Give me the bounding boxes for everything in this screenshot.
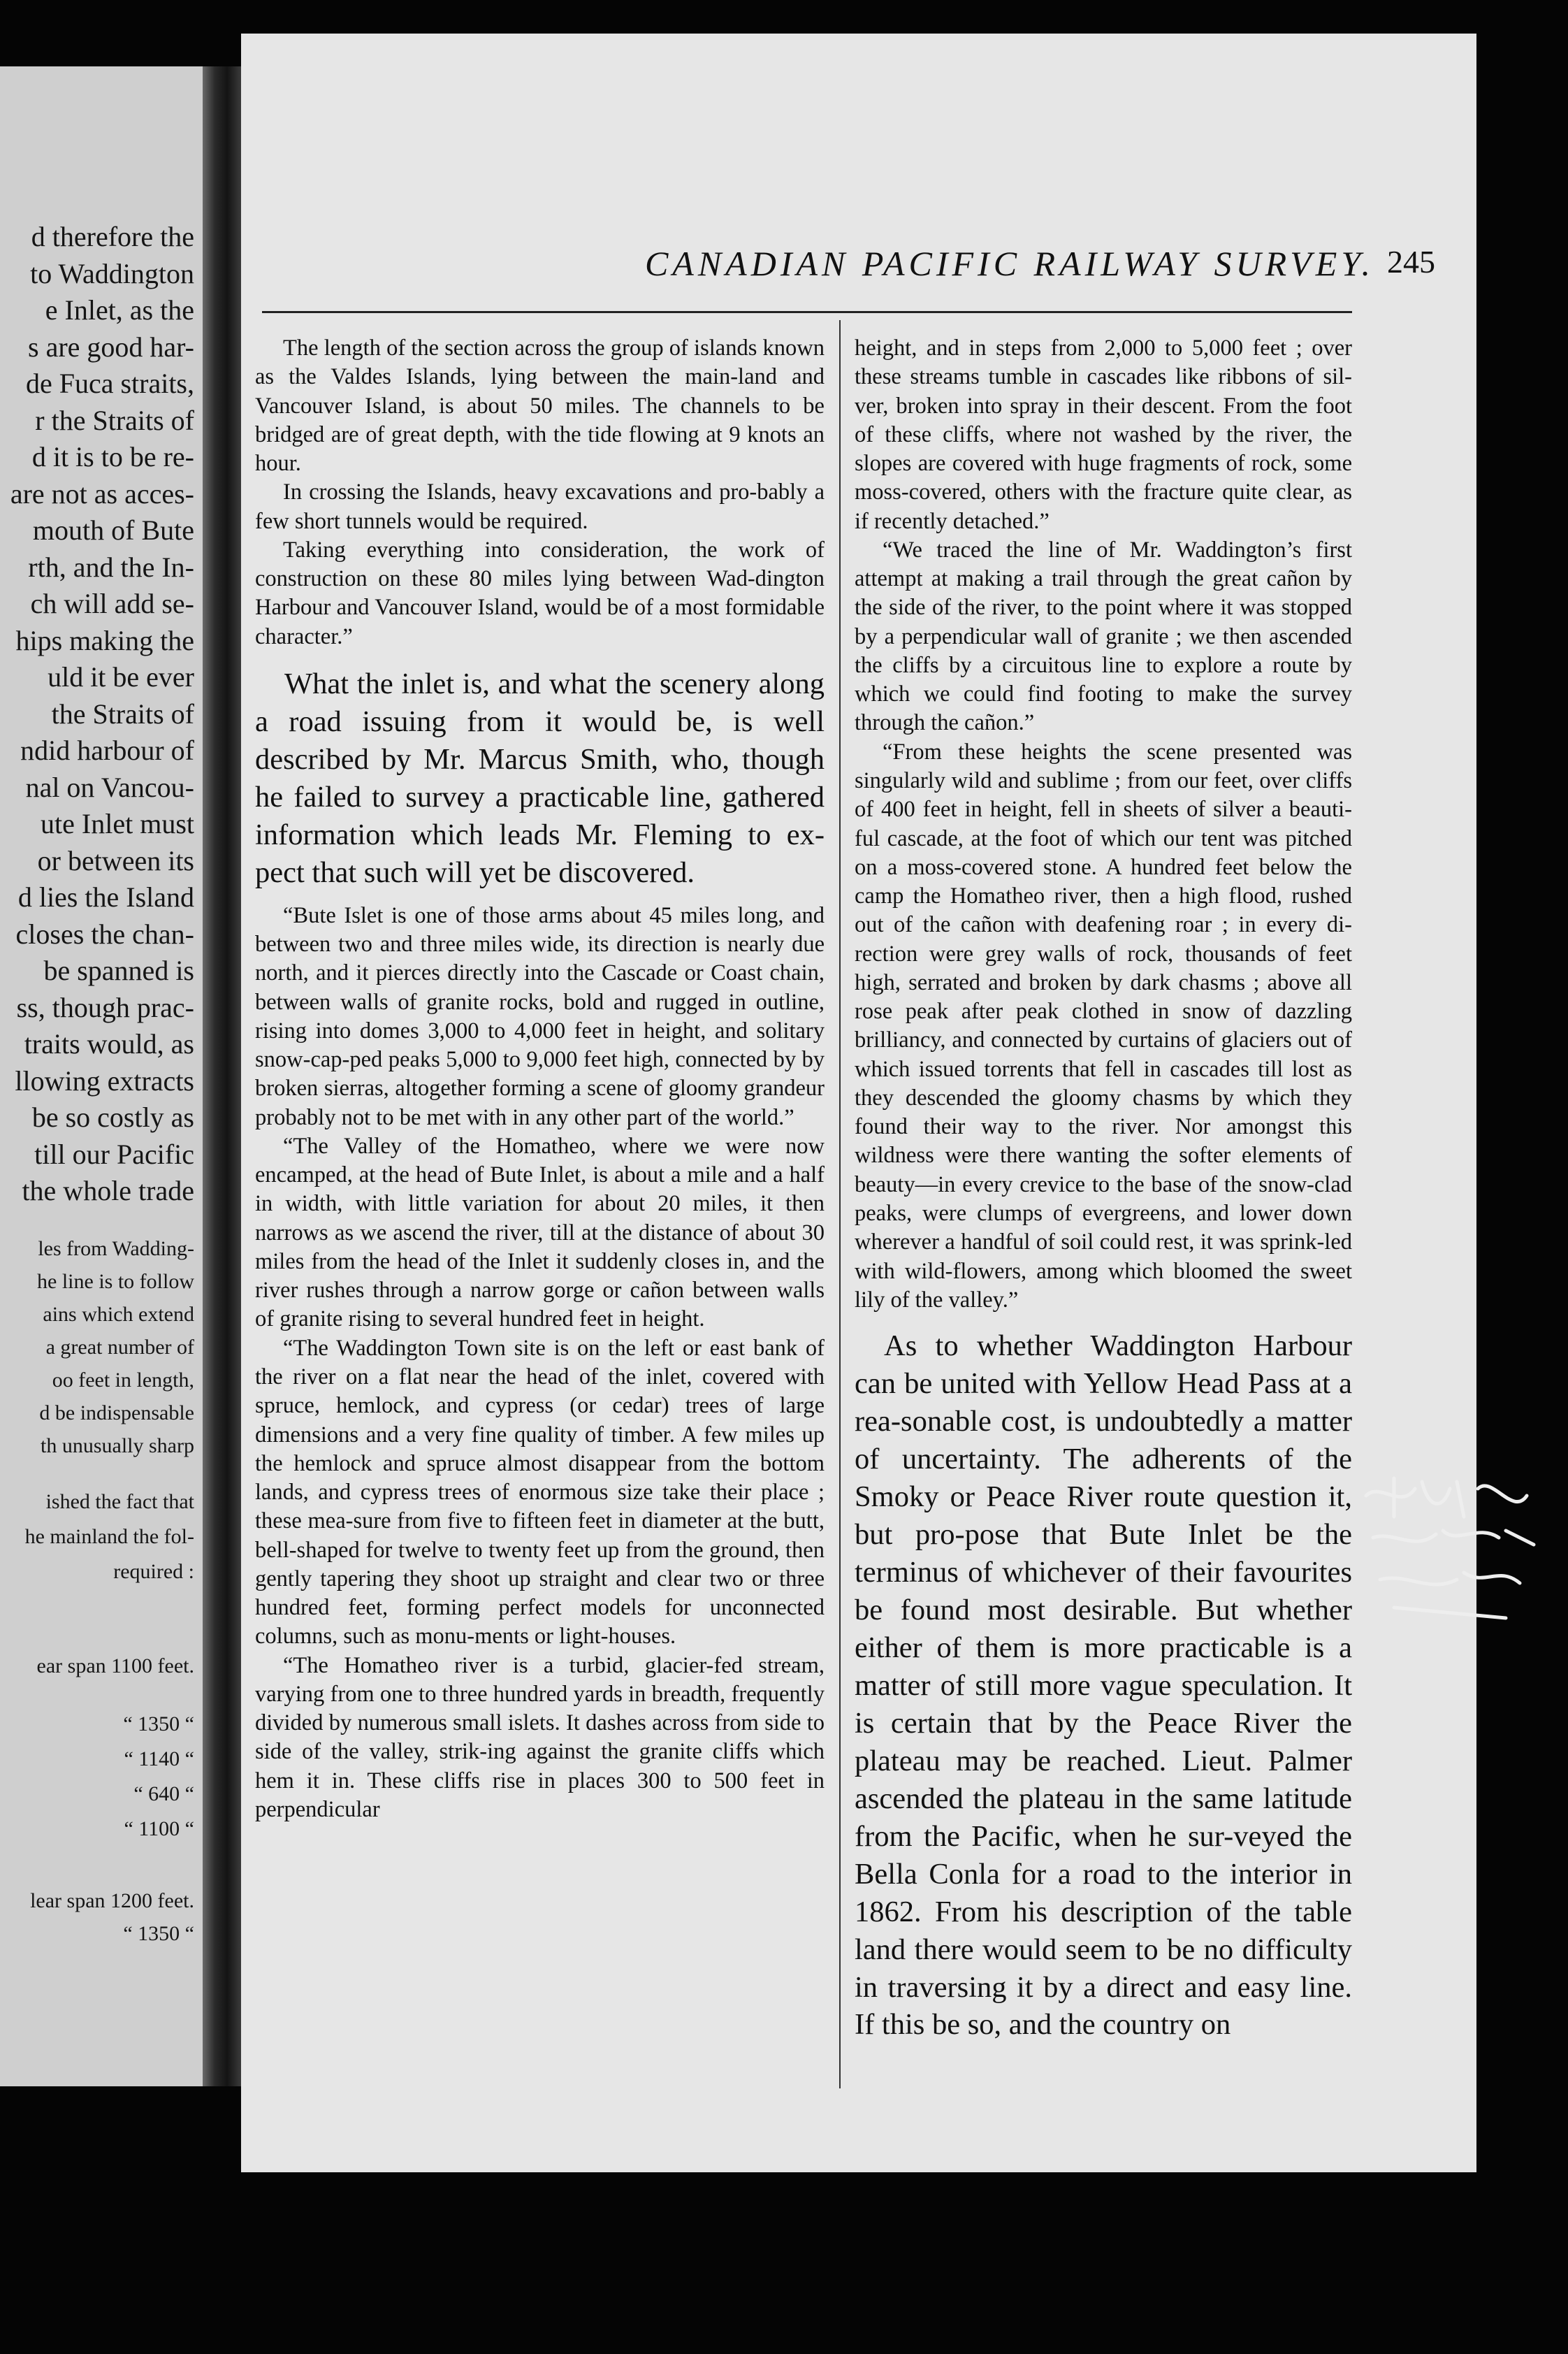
column-right	[855, 334, 1352, 2044]
left-page-line: s are good har-	[28, 331, 194, 363]
left-page-line: d it is to be re-	[31, 441, 194, 472]
left-page-line: required :	[113, 1560, 194, 1583]
page	[241, 34, 1476, 2172]
left-page-line: be so costly as	[31, 1102, 194, 1133]
left-page-line: to Waddington	[30, 257, 194, 289]
left-page-fragment	[0, 66, 210, 2086]
paragraph: The length of the section across the group of islands known as the Valdes Islands, lying between the main-land and Vancouver Island, is about 50 miles. The channels to be bridged are of great depth, with the tide flowing at 9 knots an hour.	[255, 335, 825, 477]
page-number: 245	[1387, 244, 1435, 280]
left-page-line: ss, though prac-	[16, 991, 194, 1023]
quote-paragraph: “The Homatheo river is a turbid, glacier-fed stream, varying from one to three hundred yards in breadth, frequently divided by numerous small islets. It dashes across from side to side of the valley, strik-ing against the granite cliffs which hem it in. These cliffs rise in places 300 to 500 feet in perpendicular	[255, 1652, 825, 1822]
left-page-line: uld it be ever	[48, 661, 194, 693]
left-page-line: “ 640 “	[133, 1782, 194, 1805]
column-rule	[839, 320, 841, 2088]
left-page-line: lear span 1200 feet.	[30, 1889, 194, 1912]
left-page-line: traits would, as	[24, 1028, 194, 1060]
left-page-line: “ 1100 “	[124, 1817, 194, 1840]
left-page-line: the whole trade	[22, 1175, 194, 1206]
handwritten-annotation-mark	[1352, 1468, 1562, 1642]
quote-paragraph: “The Waddington Town site is on the left or east bank of the river on a flat near the head of the inlet, covered with spruce, hemlock, and cypress (or cedar) trees of large dimensions and a very fine quality of timber. A few miles up the hemlock and spruce almost disappear from the bottom lands, and cypress trees of enormous size take their place ; these mea-sure from five to fifteen feet in diameter at the butt, bell-shaped for twelve to twenty feet up from the ground, then gently tapering they shoot up straight and clear two or three hundred feet, forming perfect models for unconnected columns, such as monu-ments or light-houses.	[255, 1335, 825, 1649]
left-page-line: ished the fact that	[45, 1490, 194, 1513]
left-page-line: d lies the Island	[17, 881, 194, 913]
left-page-line: nal on Vancou-	[25, 771, 194, 803]
left-page-line: th unusually sharp	[41, 1434, 194, 1457]
left-page-line: mouth of Bute	[32, 514, 194, 546]
left-page-line: he line is to follow	[37, 1270, 194, 1293]
left-page-line: ear span 1100 feet.	[36, 1654, 194, 1677]
quote-paragraph: “Bute Islet is one of those arms about 45 miles long, and between two and three miles wide, its direction is nearly due north, and it pierces directly into the Cascade or Coast chain, between walls of granite rocks, bold and rugged in outline, rising into domes 3,000 to 4,000 feet in height, and solitary snow-cap-ped peaks 5,000 to 9,000 feet high, connected by by broken sierras, altogether forming a scene of gloomy grandeur probably not to be met with in any other part of the world.”	[255, 902, 825, 1130]
left-page-line: oo feet in length,	[52, 1369, 194, 1392]
left-page-line: “ 1350 “	[123, 1922, 194, 1945]
running-head: CANADIAN PACIFIC RAILWAY SURVEY.	[644, 244, 1375, 283]
left-page-line: hips making the	[15, 624, 194, 656]
paragraph: In crossing the Islands, heavy excavations and pro-bably a few short tunnels would be required.	[255, 479, 825, 534]
column-left	[255, 334, 825, 1824]
left-page-line: rth, and the In-	[28, 551, 194, 583]
left-page-line: till our Pacific	[34, 1138, 194, 1170]
paragraph: height, and in steps from 2,000 to 5,000 feet ; over these streams tumble in cascades like ribbons of sil-ver, broken into spray in their descent. From the foot of these cliffs, where not washed by the river, the slopes are covered with huge fragments of rock, some moss-covered, others with the fracture quite clear, as if recently detached.”	[855, 335, 1352, 534]
paragraph: Taking everything into consideration, the work of construction on these 80 miles lying between Wad-dington Harbour and Vancouver Island, would be of a most formidable character.”	[255, 537, 825, 649]
left-page-line: llowing extracts	[15, 1064, 194, 1097]
quote-paragraph: “The Valley of the Homatheo, where we were now encamped, at the head of Bute Inlet, is about a mile and a half in width, with little variation for about 20 miles, it then narrows as we ascend the river, till at the distance of about 30 miles from the head of the Inlet it suddenly closes in, and the river rushes through a narrow gorge or cañon between walls of granite rising to several hundred feet in height.	[255, 1133, 825, 1332]
left-page-line: are not as acces-	[10, 477, 194, 510]
left-page-line: de Fuca straits,	[25, 368, 194, 399]
left-page-line: ains which extend	[43, 1303, 194, 1326]
left-page-line: the Straits of	[51, 698, 194, 730]
quote-paragraph: “We traced the line of Mr. Waddington’s first attempt at making a trail through the great cañon by the side of the river, to the point where it was stopped by a perpendicular wall of granite ; we then ascended the cliffs by a circuitous line to explore a route by which we could find footing to make the survey through the cañon.”	[855, 537, 1352, 736]
left-page-line: les from Wadding-	[38, 1237, 194, 1260]
left-page-line: d therefore the	[31, 221, 194, 252]
left-page-line: “ 1350 “	[123, 1712, 194, 1735]
paragraph: As to whether Waddington Harbour can be united with Yellow Head Pass at a rea-sonable cost, is undoubtedly a matter of uncertainty. The adherents of the Smoky or Peace River route question it, but pro-pose that Bute Inlet be the terminus of whichever of their favourites be found most desirable. But whether either of them is more practicable is a matter of still more vague speculation. It is certain that by the Peace River the plateau may be reached. Lieut. Palmer ascended the plateau in the same latitude from the Pacific, when he sur-veyed the Bella Conla for a road to the interior in 1862. From his description of the table land there would seem to be no difficulty in traversing it by a direct and easy line. If this be so, and the country on	[855, 1329, 1352, 2042]
left-page-line: closes the chan-	[15, 918, 194, 950]
left-page-line: he mainland the fol-	[24, 1525, 194, 1548]
left-page-line: ndid harbour of	[20, 735, 194, 766]
left-page-line: d be indispensable	[39, 1401, 194, 1424]
left-page-line: or between its	[37, 844, 194, 876]
left-page-line: e Inlet, as the	[45, 294, 194, 326]
header-rule	[262, 311, 1352, 313]
paragraph: What the inlet is, and what the scenery along a road issuing from it would be, is well described by Mr. Marcus Smith, who, though he failed to survey a practicable line, gathered information which leads Mr. Fleming to ex-pect that such will yet be discovered.	[255, 667, 825, 889]
left-page-line: r the Straits of	[35, 404, 194, 436]
left-page-line: ute Inlet must	[41, 808, 194, 839]
left-page-line: ch will add se-	[30, 588, 194, 619]
quote-paragraph: “From these heights the scene presented was singularly wild and sublime ; from our feet, over cliffs of 400 feet in height, fell in sheets of silver a beauti-ful cascade, at the foot of which our tent was pitched on a moss-covered stone. A hundred feet below the camp the Homatheo river, then a high flood, rushed out of the cañon with deafening roar ; in every di-rection were grey walls of rock, thousands of feet high, serrated and broken by dark chasms ; above all rose peak after peak clothed in snow of dazzling brilliancy, and connected by curtains of glaciers out of which issued torrents that fell in cascades till lost as they descended the gloomy chasms by which they found their way to the river. Nor amongst this wildness were there wanting the softer elements of beauty—in every crevice to the base of the snow-clad peaks, were clumps of evergreens, and lower down wherever a handful of soil could rest, it was sprink-led with wild-flowers, among which bloomed the sweet lily of the valley.”	[855, 739, 1352, 1313]
left-page-line: be spanned is	[43, 955, 194, 986]
left-page-line: a great number of	[45, 1336, 194, 1359]
left-page-line: “ 1140 “	[124, 1747, 194, 1770]
